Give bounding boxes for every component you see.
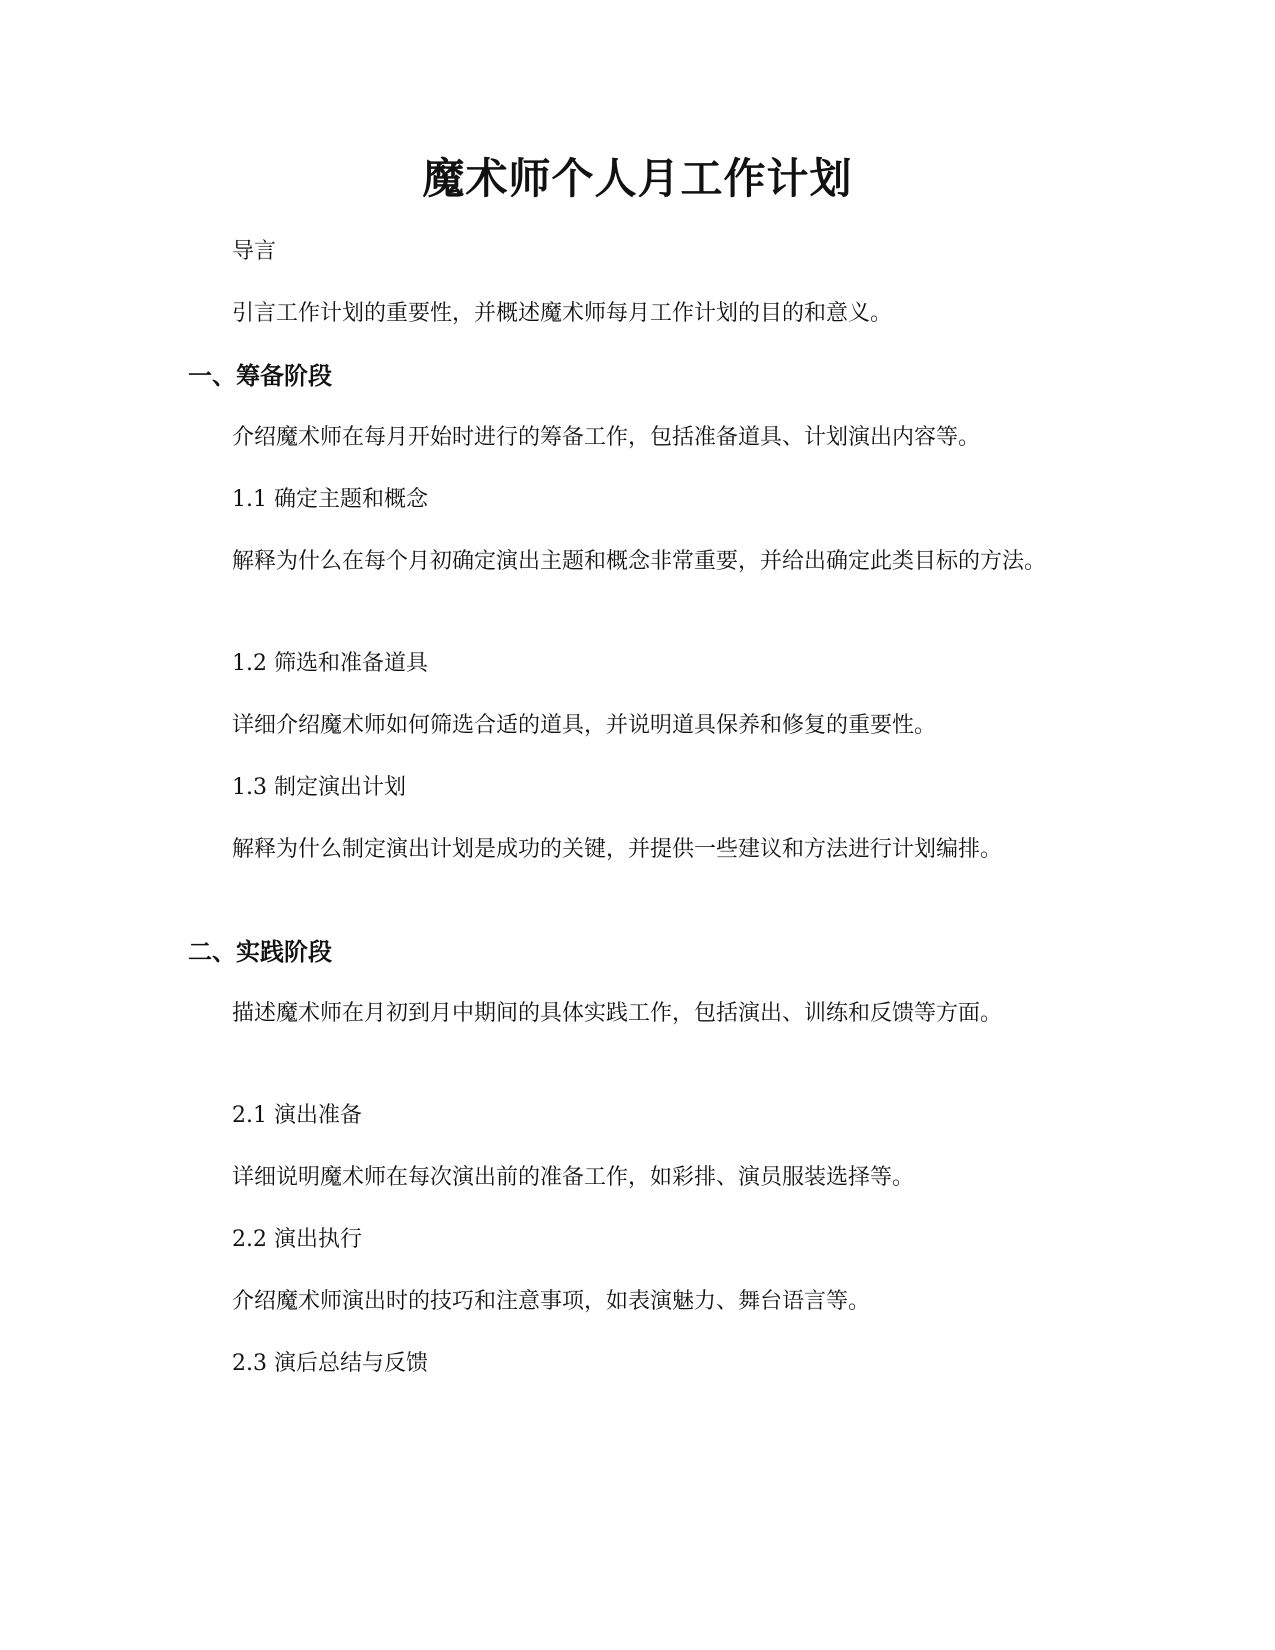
document-title: 魔术师个人月工作计划 [422,154,853,203]
subsection-2-1-title: 2.1 演出准备 [232,1103,362,1128]
section-2-heading: 二、实践阶段 [188,938,332,966]
section-2-summary: 描述魔术师在月初到月中期间的具体实践工作，包括演出、训练和反馈等方面。 [232,1001,1003,1026]
section-1-heading: 一、筹备阶段 [188,362,332,390]
subsection-1-1-title: 1.1 确定主题和概念 [232,487,428,512]
subsection-1-3-text: 解释为什么制定演出计划是成功的关键，并提供一些建议和方法进行计划编排。 [232,837,1003,862]
intro-text: 引言工作计划的重要性，并概述魔术师每月工作计划的目的和意义。 [232,301,893,326]
subsection-1-3-title: 1.3 制定演出计划 [232,775,406,800]
subsection-2-2-text: 介绍魔术师演出时的技巧和注意事项，如表演魅力、舞台语言等。 [232,1289,871,1314]
section-1-summary: 介绍魔术师在每月开始时进行的筹备工作，包括准备道具、计划演出内容等。 [232,425,981,450]
subsection-1-2-text: 详细介绍魔术师如何筛选合适的道具，并说明道具保养和修复的重要性。 [232,713,937,738]
subsection-1-2-title: 1.2 筛选和准备道具 [232,651,428,676]
subsection-1-1-text: 解释为什么在每个月初确定演出主题和概念非常重要，并给出确定此类目标的方法。 [232,549,1047,574]
subsection-2-1-text: 详细说明魔术师在每次演出前的准备工作，如彩排、演员服装选择等。 [232,1165,915,1190]
subsection-2-2-title: 2.2 演出执行 [232,1227,362,1252]
subsection-2-3-title: 2.3 演后总结与反馈 [232,1351,428,1376]
intro-label: 导言 [232,239,277,264]
